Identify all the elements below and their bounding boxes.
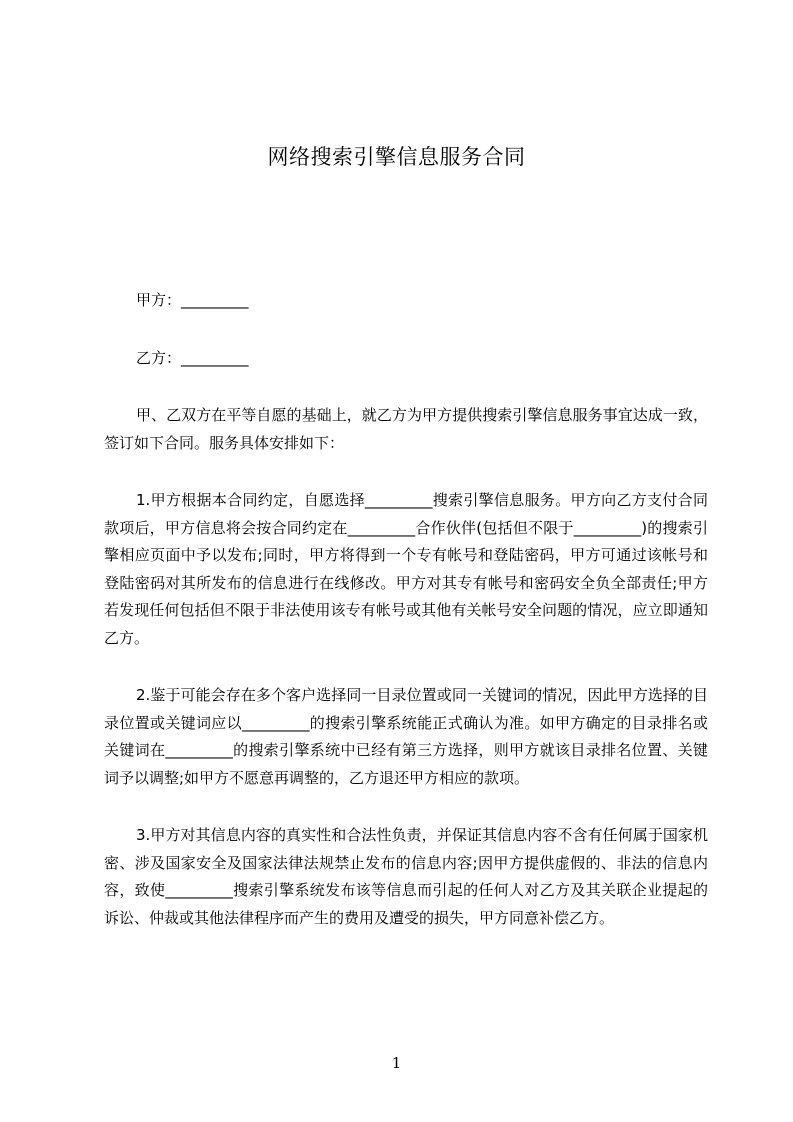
- party-b-line: 乙方：_________: [136, 348, 249, 367]
- clause-2-paragraph: 2.鉴于可能会存在多个客户选择同一目录位置或同一关键词的情况，因此甲方选择的目录位置或关键词应以_________的搜索引擎系统能正式确认为准。如甲方确定的目录排名或关键词在_________的搜索引擎系统中已经有第三方选择，则甲方就该目录排名位置、关键词予以调整;如甲方不愿意再调整的，乙方退还甲方相应的款项。: [104, 686, 708, 787]
- party-a-line: 甲方：_________: [136, 291, 249, 309]
- page-number: 1: [391, 1054, 402, 1072]
- clause-1-paragraph: 1.甲方根据本合同约定，自愿选择_________搜索引擎信息服务。甲方向乙方支付合同款项后，甲方信息将会按合同约定在_________合作伙伴(包括但不限于_________)的搜索引擎相应页面中予以发布;同时，甲方将得到一个专有帐号和登陆密码，甲方可通过该帐号和登陆密码对其所发布的信息进行在线修改。甲方对其专有帐号和密码安全负全部责任;甲方若发现任何包括但不限于非法使用该专有帐号或其他有关帐号安全问题的情况，应立即通知乙方。: [104, 491, 708, 647]
- preamble-paragraph: 甲、乙双方在平等自愿的基础上，就乙方为甲方提供搜索引擎信息服务事宜达成一致，签订如下合同。服务具体安排如下：: [104, 406, 708, 452]
- document-title: 网络搜索引擎信息服务合同: [267, 145, 526, 169]
- document-body: [104, 287, 708, 962]
- clause-3-paragraph: 3.甲方对其信息内容的真实性和合法性负责，并保证其信息内容不含有任何属于国家机密、涉及国家安全及国家法律法规禁止发布的信息内容;因甲方提供虚假的、非法的信息内容，致使_________搜索引擎系统发布该等信息而引起的任何人对乙方及其关联企业提起的诉讼、仲裁或其他法律程序而产生的费用及遭受的损失，甲方同意补偿乙方。: [104, 826, 708, 927]
